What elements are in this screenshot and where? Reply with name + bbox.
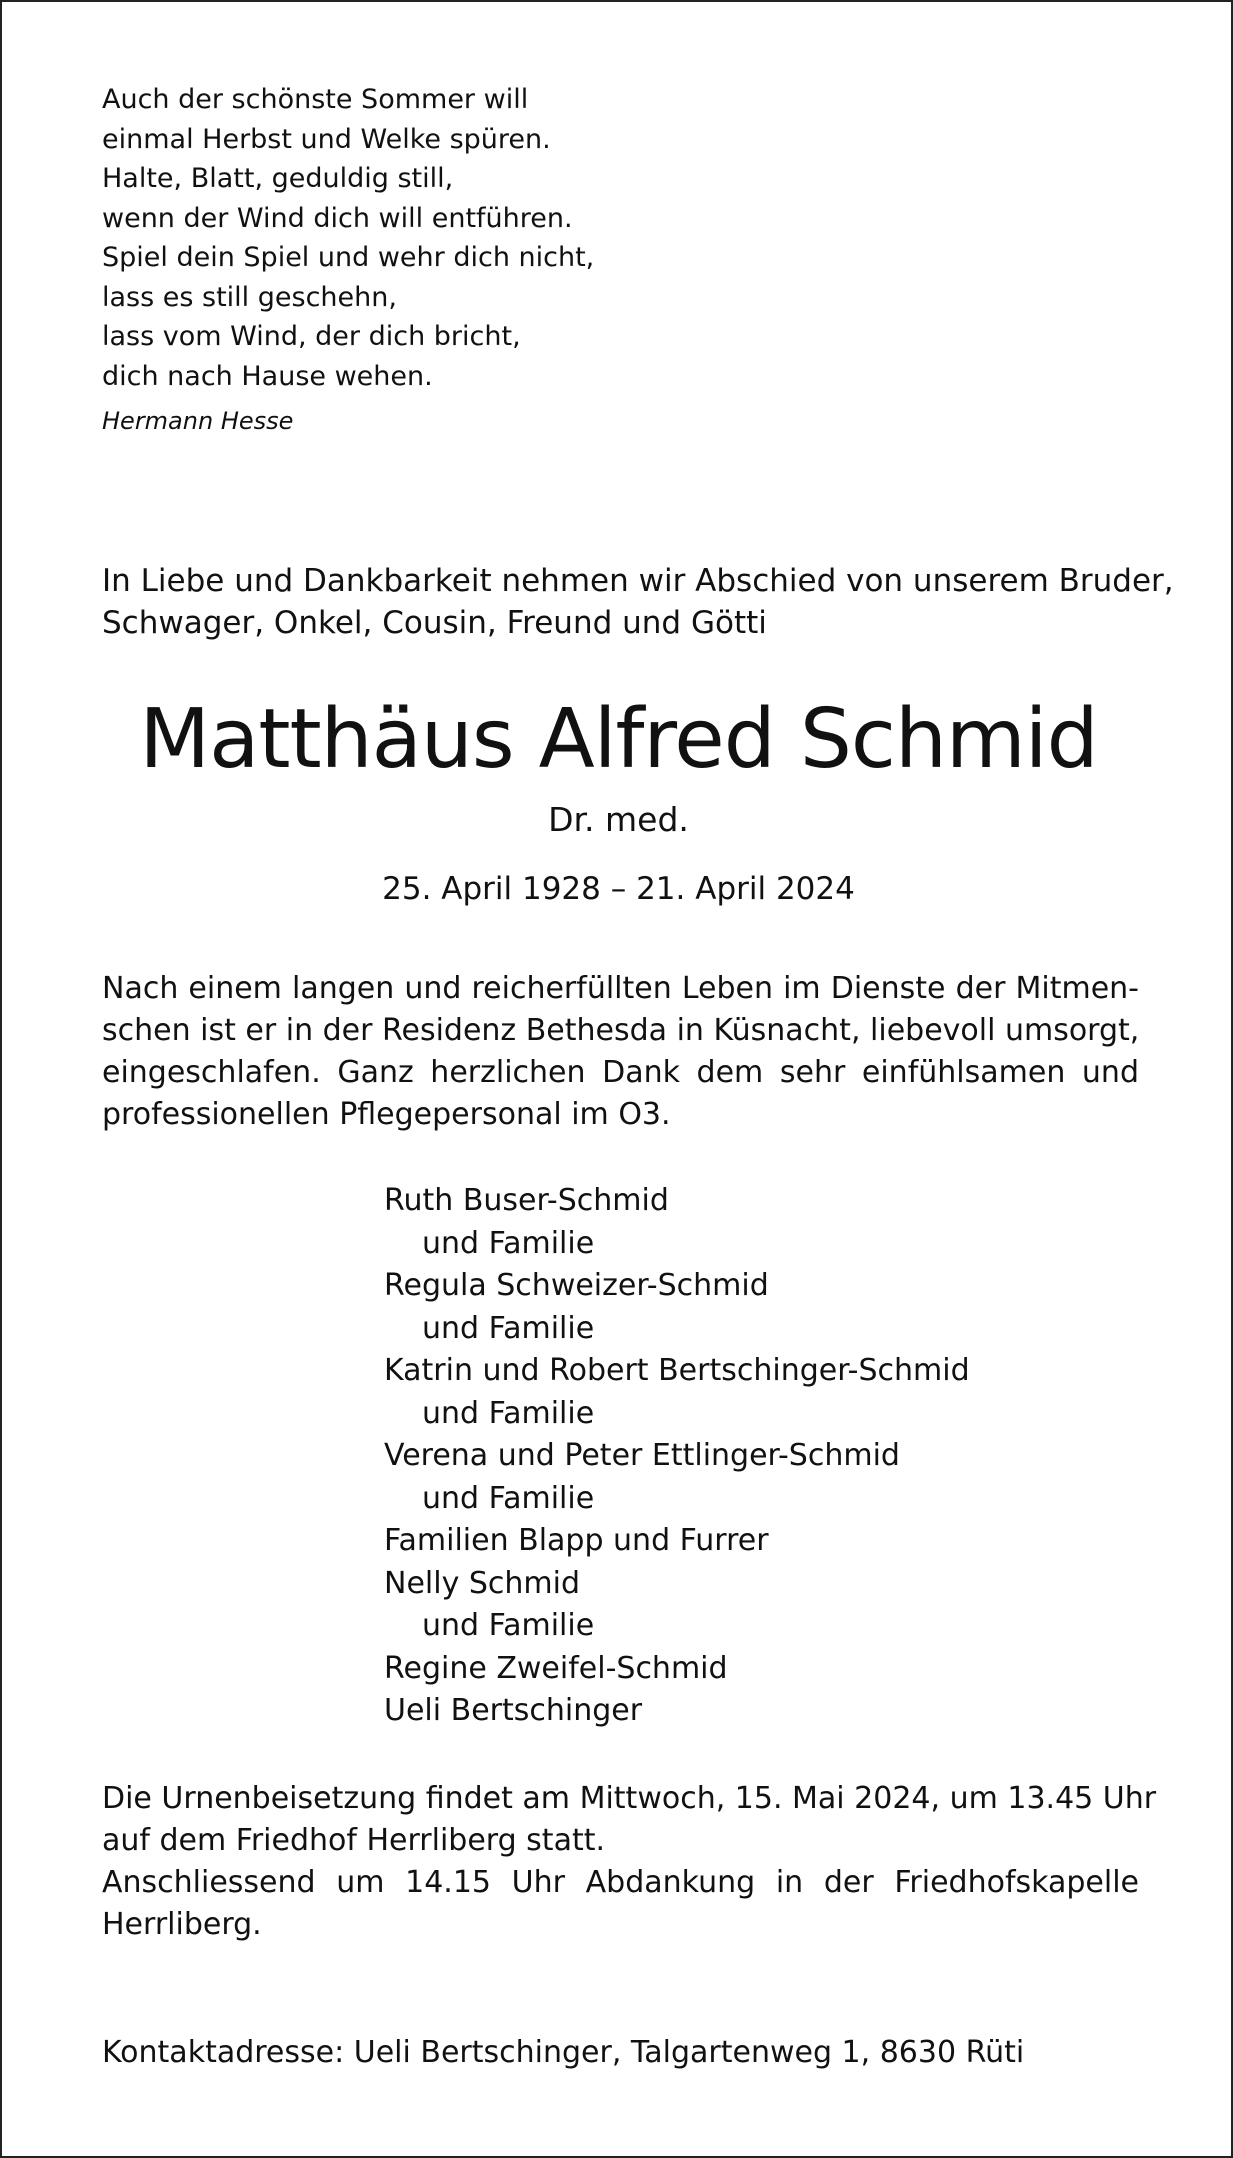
- poem-line: einmal Herbst und Welke spüren.: [102, 123, 551, 155]
- service-line: Die Urnenbeisetzung findet am Mittwoch, 15. Mai 2024, um 13.45 Uhr: [102, 1781, 1157, 1816]
- message-line: Nach einem langen und reicherfüllten Leben im Dienste der Mitmen-: [102, 971, 1139, 1006]
- poem: [102, 80, 722, 438]
- mourner-name: Regula Schweizer-Schmid: [384, 1268, 769, 1303]
- mourner-name: Familien Blapp und Furrer: [384, 1523, 769, 1558]
- poem-line: lass vom Wind, der dich bricht,: [102, 321, 521, 352]
- message-line: schen ist er in der Residenz Bethesda in Küsnacht, liebevoll umsorgt,: [102, 1013, 1140, 1048]
- message-paragraph: [102, 968, 1139, 1136]
- mourners-list: [384, 1180, 1104, 1733]
- mourner-name: Ruth Buser-Schmid: [384, 1183, 669, 1218]
- mourner-family: und Familie: [422, 1310, 595, 1346]
- mourner-name: Ueli Bertschinger: [384, 1693, 643, 1728]
- service-line: Anschliessend um 14.15 Uhr Abdankung in der Friedhofskapelle: [102, 1865, 1139, 1900]
- mourner-name: Verena und Peter Ettlinger-Schmid: [384, 1438, 900, 1473]
- poem-line: Spiel dein Spiel und wehr dich nicht,: [102, 242, 595, 273]
- mourner-name: Katrin und Robert Bertschinger-Schmid: [384, 1353, 970, 1388]
- life-dates: 25. April 1928 – 21. April 2024: [382, 871, 855, 907]
- service-info: [102, 1778, 1157, 1946]
- intro-line: In Liebe und Dankbarkeit nehmen wir Abschied von unserem Bruder,: [102, 563, 1174, 599]
- mourner-name: Regine Zweifel-Schmid: [384, 1650, 728, 1686]
- deceased-title: Dr. med.: [548, 800, 689, 839]
- mourner-family: und Familie: [422, 1608, 595, 1643]
- message-line: eingeschlafen. Ganz herzlichen Dank dem sehr einfühlsamen und: [102, 1055, 1139, 1090]
- mourner-family: und Familie: [422, 1480, 595, 1516]
- poem-line: wenn der Wind dich will entführen.: [102, 202, 573, 234]
- farewell-intro: [102, 560, 1174, 644]
- mourner-family: und Familie: [422, 1225, 595, 1261]
- message-line: professionellen Pflegepersonal im O3.: [102, 1097, 671, 1132]
- poem-author: Hermann Hesse: [102, 407, 294, 435]
- service-line: Herrliberg.: [102, 1907, 262, 1942]
- mourner-family: und Familie: [422, 1395, 595, 1431]
- contact-address: Kontaktadresse: Ueli Bertschinger, Talgartenweg 1, 8630 Rüti: [102, 2035, 1025, 2070]
- deceased-name: Matthäus Alfred Schmid: [139, 692, 1098, 787]
- mourner-name: Nelly Schmid: [384, 1565, 581, 1601]
- intro-line: Schwager, Onkel, Cousin, Freund und Götti: [102, 605, 767, 641]
- poem-line: Halte, Blatt, geduldig still,: [102, 163, 454, 194]
- service-line: auf dem Friedhof Herrliberg statt.: [102, 1823, 606, 1858]
- poem-line: Auch der schönste Sommer will: [102, 84, 529, 115]
- poem-line: dich nach Hause wehen.: [102, 360, 433, 392]
- poem-line: lass es still geschehn,: [102, 281, 397, 313]
